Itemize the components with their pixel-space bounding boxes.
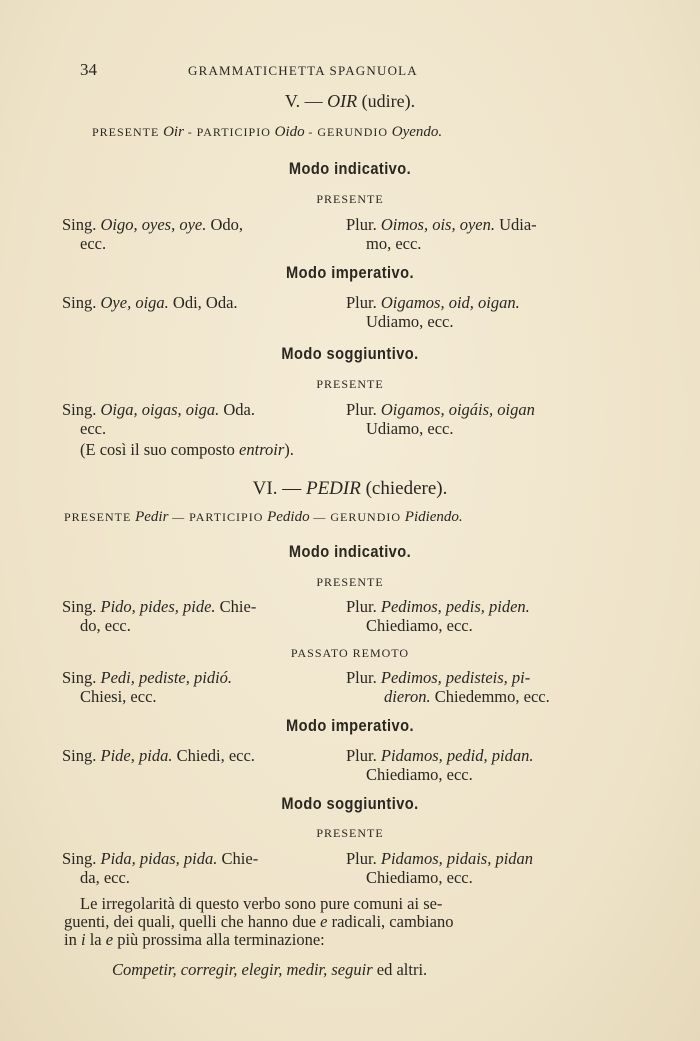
pedir-title-num: VI. — (252, 478, 302, 499)
sing-translation: Oda. (223, 400, 255, 419)
sing-label: Sing. (62, 668, 97, 687)
closing-text-cont: radicali, cambiano (331, 912, 454, 931)
value-gerundio: Pidiendo. (404, 509, 463, 525)
closing-line-1: Le irregolarità di questo verbo sono pure comuni ai se- (80, 894, 443, 913)
plur-forms: Pidamos, pidais, pidan (380, 849, 534, 868)
pedir-soggiuntivo-subheading: PRESENTE (316, 826, 384, 840)
pedir-soggiuntivo-heading: Modo soggiuntivo. (281, 794, 419, 813)
pedir-ind-plur (346, 597, 530, 617)
pedir-sog-sing-cont: da, ecc. (80, 868, 130, 887)
pedir-title-gloss: (chiedere). (365, 478, 448, 499)
plur-translation: Chiedemmo, ecc. (434, 687, 550, 706)
verb-list-end: ed altri. (376, 960, 428, 979)
oir-sog-sing-cont: ecc. (80, 419, 107, 438)
plur-label: Plur. (346, 746, 377, 765)
oir-sog-sing (62, 400, 255, 420)
oir-imp-plur-cont: Udiamo, ecc. (366, 312, 454, 331)
oir-imp-plur (346, 293, 520, 313)
sing-translation: Odi, Oda. (172, 293, 238, 312)
sing-translation: Chiedi, ecc. (176, 746, 255, 765)
closing-line-2 (64, 912, 453, 932)
plur-forms: Oimos, ois, oyen. (380, 215, 495, 234)
note-close: ). (284, 440, 294, 459)
pedir-imp-plur (346, 746, 533, 766)
sing-label: Sing. (62, 293, 97, 312)
pedir-sog-plur-cont: Chiediamo, ecc. (366, 868, 473, 887)
note-text: (E così il suo composto (80, 440, 235, 459)
closing-letter-i: i (80, 930, 86, 949)
oir-sog-plur-cont: Udiamo, ecc. (366, 419, 454, 438)
closing-letter-e: e (105, 930, 114, 949)
pedir-sog-sing (62, 849, 258, 869)
closing-line-3 (64, 930, 325, 950)
sing-forms: Oiga, oigas, oiga. (100, 400, 220, 419)
closing-verbs (112, 960, 427, 980)
pedir-imp-sing (62, 746, 255, 766)
sing-forms: Pedi, pediste, pidió. (100, 668, 233, 687)
oir-title-verb: OIR (327, 91, 358, 111)
sing-translation: Chie- (219, 597, 257, 616)
sing-label: Sing. (62, 400, 97, 419)
note-verb: entroir (239, 440, 285, 459)
sing-forms: Pido, pides, pide. (100, 597, 216, 616)
label-gerundio: — GERUNDIO (313, 510, 402, 524)
pedir-pas-plur-cont (384, 687, 550, 707)
plur-label: Plur. (346, 849, 377, 868)
plur-label: Plur. (346, 400, 377, 419)
oir-title-gloss: (udire). (361, 91, 416, 111)
running-title: GRAMMATICHETTA SPAGNUOLA (188, 63, 418, 78)
oir-indicativo-heading: Modo indicativo. (288, 159, 412, 178)
plur-label: Plur. (346, 668, 377, 687)
plur-forms-cont: dieron. (384, 687, 431, 706)
sing-label: Sing. (62, 849, 97, 868)
plur-label: Plur. (346, 597, 377, 616)
sing-forms: Pida, pidas, pida. (100, 849, 218, 868)
sing-forms: Pide, pida. (100, 746, 173, 765)
value-participio: Oido (274, 124, 305, 140)
plur-forms: Oigamos, oigáis, oigan (380, 400, 535, 419)
oir-soggiuntivo-subheading: PRESENTE (316, 377, 384, 391)
sing-forms: Oigo, oyes, oye. (100, 215, 207, 234)
oir-imperativo-heading: Modo imperativo. (286, 263, 414, 282)
label-participio: — PARTICIPIO (172, 510, 264, 524)
pedir-ind-plur-cont: Chiediamo, ecc. (366, 616, 473, 635)
pedir-imperativo-heading: Modo imperativo. (286, 716, 414, 735)
pedir-pas-sing-cont: Chiesi, ecc. (80, 687, 157, 706)
pedir-title-verb: PEDIR (305, 478, 361, 499)
pedir-indicativo-heading: Modo indicativo. (288, 542, 412, 561)
oir-ind-plur-cont: mo, ecc. (366, 234, 422, 253)
verb-list: Competir, corregir, elegir, medir, seguir (112, 960, 373, 979)
sing-translation: Odo, (210, 215, 244, 234)
oir-imp-sing (62, 293, 238, 313)
label-gerundio: - GERUNDIO (308, 125, 389, 139)
page-number: 34 (80, 60, 97, 79)
value-presente: Pedir (135, 509, 169, 525)
plur-forms: Oigamos, oid, oigan. (380, 293, 520, 312)
oir-ind-sing-cont: ecc. (80, 234, 107, 253)
sing-translation: Chie- (221, 849, 259, 868)
oir-sog-plur (346, 400, 535, 420)
value-gerundio: Oyendo. (391, 124, 443, 140)
plur-forms: Pedimos, pedis, piden. (380, 597, 530, 616)
closing-text-end: più prossima alla terminazione: (117, 930, 325, 949)
value-participio: Pedido (267, 509, 310, 525)
pedir-pas-sing (62, 668, 232, 688)
plur-label: Plur. (346, 215, 377, 234)
pedir-imp-plur-cont: Chiediamo, ecc. (366, 765, 473, 784)
oir-ind-sing (62, 215, 243, 235)
pedir-ind-sing-cont: do, ecc. (80, 616, 131, 635)
pedir-indicativo-subheading: PRESENTE (316, 575, 384, 589)
value-presente: Oir (163, 124, 184, 140)
plur-translation: Udia- (499, 215, 537, 234)
label-presente: PRESENTE (92, 125, 160, 139)
sing-label: Sing. (62, 215, 97, 234)
pedir-title (0, 478, 700, 500)
plur-forms: Pedimos, pedisteis, pi- (380, 668, 531, 687)
oir-soggiuntivo-heading: Modo soggiuntivo. (281, 344, 419, 363)
pedir-passato-subheading: PASSATO REMOTO (290, 646, 410, 660)
oir-title-num: V. — (284, 91, 323, 111)
plur-label: Plur. (346, 293, 377, 312)
sing-forms: Oye, oiga. (100, 293, 169, 312)
oir-title (0, 91, 700, 112)
pedir-pas-plur (346, 668, 530, 688)
pedir-ind-sing (62, 597, 256, 617)
plur-forms: Pidamos, pedid, pidan. (380, 746, 534, 765)
closing-text: guenti, dei quali, quelli che hanno due (64, 912, 317, 931)
oir-forms-line (92, 124, 442, 141)
pedir-sog-plur (346, 849, 533, 869)
sing-label: Sing. (62, 746, 97, 765)
closing-text: in (64, 930, 77, 949)
closing-letter-e: e (320, 912, 328, 931)
sing-label: Sing. (62, 597, 97, 616)
oir-ind-plur (346, 215, 537, 235)
oir-note (80, 440, 294, 460)
closing-text-mid: la (89, 930, 102, 949)
label-participio: - PARTICIPIO (187, 125, 271, 139)
label-presente: PRESENTE (64, 510, 132, 524)
oir-indicativo-subheading: PRESENTE (316, 192, 384, 206)
pedir-forms-line (64, 509, 463, 526)
